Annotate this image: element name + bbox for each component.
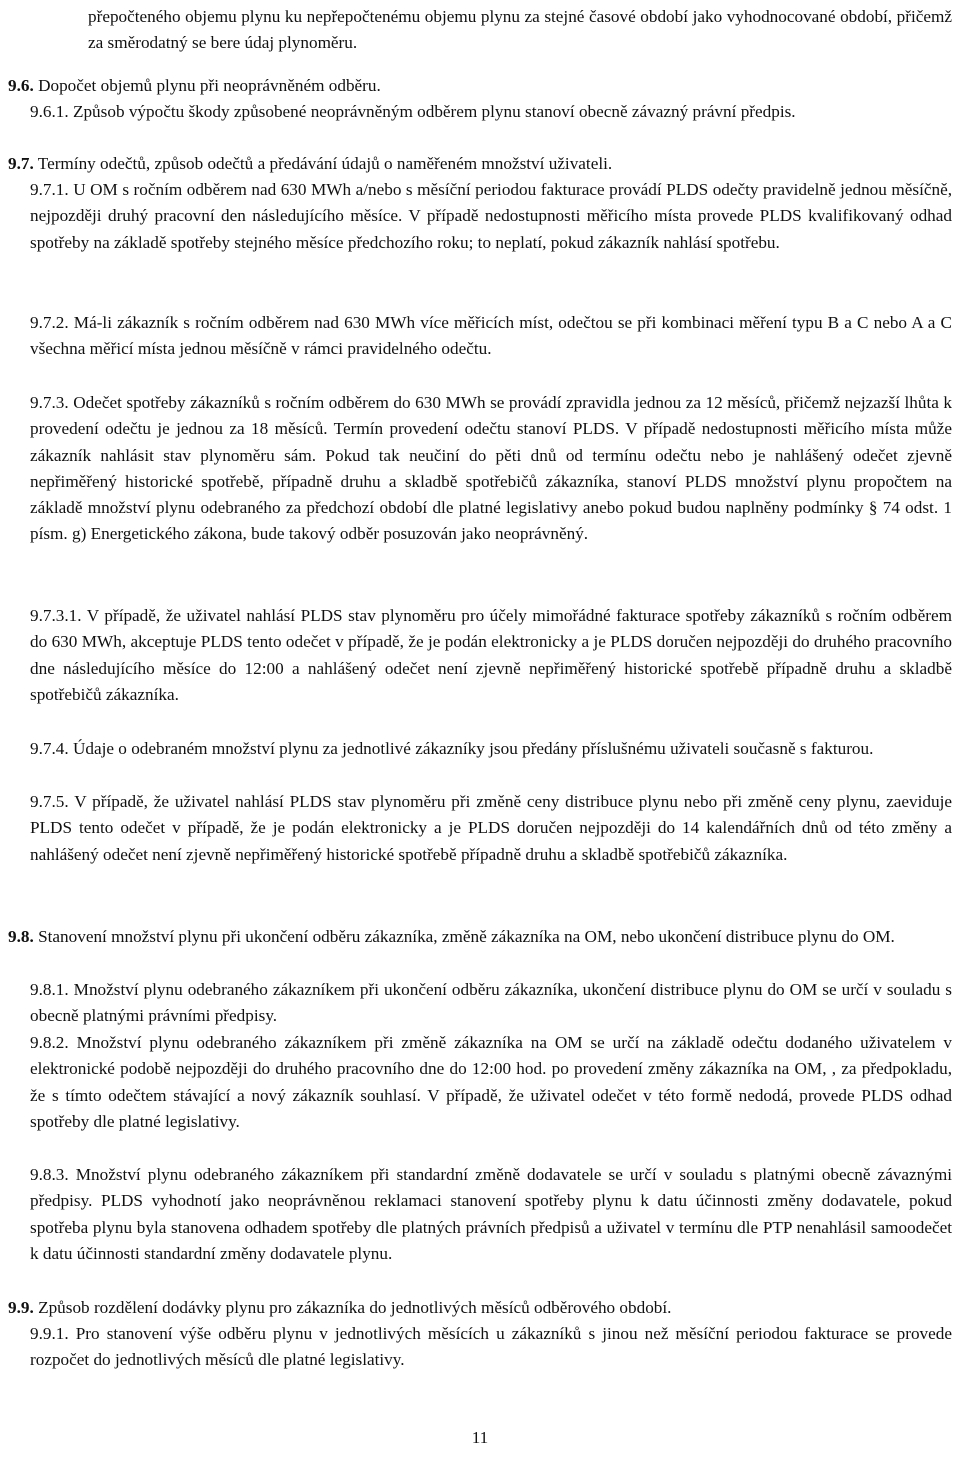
section-heading-9-8 bbox=[8, 924, 952, 950]
paragraph-number: 9.7.3. bbox=[30, 393, 69, 412]
section-number: 9.7. bbox=[8, 154, 34, 173]
paragraph-number: 9.7.1. bbox=[30, 180, 69, 199]
paragraph-number: 9.8.1. bbox=[30, 980, 69, 999]
paragraph-text: Odečet spotřeby zákazníků s ročním odběrem do 630 MWh se provádí zpravidla jednou za 12 měsíců, přičemž nejzazší lhůta k provedení odečtu je jednou za 18 měsíců. Termín provedení odečtu stanoví PLDS. V případě nedostupnosti měřicího místa může zákazník nahlásit stav plynoměru sám. Pokud tak neučiní do pěti dnů od termínu odečtu nebo je nahlášený odečet zjevně nepřiměřený historické spotřebě, případně druhu a skladbě spotřebičů zákazníka, stanoví PLDS množství plynu propočtem na základě množství plynu odebraného za předchozí období dle platné legislativy anebo pokud budou naplněny podmínky § 74 odst. 1 písm. g) Energetického zákona, bude takový odběr posuzován jako neoprávněný. bbox=[30, 393, 952, 544]
paragraph-number: 9.7.4. bbox=[30, 739, 69, 758]
section-heading-9-9 bbox=[8, 1295, 952, 1321]
paragraph-text: Množství plynu odebraného zákazníkem při standardní změně dodavatele se určí v souladu s platnými obecně závaznými předpisy. PLDS vyhodnotí jako neoprávněnou reklamaci stanovení spotřeby plynu k datu účinnosti změny dodavatele, pokud spotřeba plynu byla stanovena odhadem spotřeby dle platných právních předpisů a uživatel v termínu dle PTP nenahlásil samoodečet k datu účinnosti standardní změny dodavatele plynu. bbox=[30, 1165, 953, 1263]
paragraph-9-9-1 bbox=[30, 1321, 952, 1374]
paragraph-9-8-3 bbox=[30, 1162, 952, 1267]
paragraph-9-7-3 bbox=[30, 390, 952, 548]
paragraph-number: 9.7.5. bbox=[30, 792, 69, 811]
paragraph-9-7-5 bbox=[30, 789, 952, 868]
paragraph-number: 9.9.1. bbox=[30, 1324, 69, 1343]
paragraph-number: 9.7.3.1. bbox=[30, 606, 82, 625]
section-heading-9-6 bbox=[8, 73, 952, 99]
section-number: 9.8. bbox=[8, 927, 34, 946]
paragraph-9-6-1 bbox=[30, 99, 952, 125]
section-title: Dopočet objemů plynu při neoprávněném odběru. bbox=[38, 76, 381, 95]
paragraph-text: Množství plynu odebraného zákazníkem při ukončení odběru zákazníka, ukončení distribuce plynu do OM se určí v souladu s obecně platnými právními předpisy. bbox=[30, 980, 952, 1026]
paragraph-text: V případě, že uživatel nahlásí PLDS stav plynoměru pro účely mimořádné fakturace spotřeby zákazníků s ročním odběrem do 630 MWh, akceptuje PLDS tento odečet v případě, že je podán elektronicky a je PLDS doručen nejpozději do druhého pracovního dne následujícího měsíce do 12:00 a nahlášený odečet není zjevně nepřiměřený historické spotřebě případně druhu a skladbě spotřebičů zákazníka. bbox=[30, 606, 952, 704]
paragraph-text: V případě, že uživatel nahlásí PLDS stav plynoměru při změně ceny distribuce plynu nebo při změně ceny plynu, zaeviduje PLDS tento odečet v případě, že je podán elektronicky a je PLDS doručen nejpozději do 14 kalendářních dnů od této změny a nahlášený odečet není zjevně nepřiměřený historické spotřebě případně druhu a skladbě spotřebičů zákazníka. bbox=[30, 792, 952, 864]
section-number: 9.6. bbox=[8, 76, 34, 95]
page-number: 11 bbox=[471, 1428, 489, 1447]
section-title: Stanovení množství plynu při ukončení odběru zákazníka, změně zákazníka na OM, nebo ukončení distribuce plynu do OM. bbox=[38, 927, 895, 946]
paragraph-text: Má-li zákazník s ročním odběrem nad 630 MWh více měřicích míst, odečtou se při kombinaci měření typu B a C nebo A a C všechna měřicí místa jednou měsíčně v rámci pravidelného odečtu. bbox=[30, 313, 952, 359]
paragraph-number: 9.8.2. bbox=[30, 1033, 69, 1052]
paragraph-continuation bbox=[88, 4, 952, 57]
paragraph-text: U OM s ročním odběrem nad 630 MWh a/nebo s měsíční periodou fakturace provádí PLDS odečty pravidelně jednou měsíčně, nejpozději druhý pracovní den následujícího měsíce. V případě nedostupnosti měřicího místa provede PLDS kvalifikovaný odhad spotřeby na základě spotřeby stejného měsíce předchozího roku; to neplatí, pokud zákazník nahlásí spotřebu. bbox=[30, 180, 952, 252]
section-number: 9.9. bbox=[8, 1298, 34, 1317]
section-title: Termíny odečtů, způsob odečtů a předávání údajů o naměřeném množství uživateli. bbox=[37, 154, 613, 173]
paragraph-text: přepočteného objemu plynu ku nepřepočtenému objemu plynu za stejné časové období jako vyhodnocované období, přičemž za směrodatný se bere údaj plynoměru. bbox=[88, 7, 952, 53]
paragraph-number: 9.6.1. bbox=[30, 102, 69, 121]
paragraph-9-8-1 bbox=[30, 977, 952, 1030]
paragraph-9-7-2 bbox=[30, 310, 952, 363]
paragraph-text: Způsob výpočtu škody způsobené neoprávněným odběrem plynu stanoví obecně závazný právní předpis. bbox=[72, 102, 796, 121]
paragraph-9-7-4 bbox=[30, 736, 952, 762]
paragraph-number: 9.7.2. bbox=[30, 313, 69, 332]
section-heading-9-7 bbox=[8, 151, 952, 177]
paragraph-text: Množství plynu odebraného zákazníkem při změně zákazníka na OM se určí na základě odečtu dodaného uživatelem v elektronické podobě nejpozději do druhého pracovního dne do 12:00 hod. po provedení změny zákazníka na OM, , za předpokladu, že s tímto odečtem stávající a nový zákazník souhlasí. V případě, že uživatel odečet v této formě nedodá, provede PLDS odhad spotřeby dle platné legislativy. bbox=[30, 1033, 952, 1131]
paragraph-9-8-2 bbox=[30, 1030, 952, 1135]
paragraph-text: Údaje o odebraném množství plynu za jednotlivé zákazníky jsou předány příslušnému uživateli současně s fakturou. bbox=[72, 739, 874, 758]
paragraph-text: Pro stanovení výše odběru plynu v jednotlivých měsících u zákazníků s jinou než měsíční periodou fakturace se provede rozpočet do jednotlivých měsíců dle platné legislativy. bbox=[30, 1324, 953, 1370]
paragraph-9-7-3-1 bbox=[30, 603, 952, 708]
paragraph-number: 9.8.3. bbox=[30, 1165, 69, 1184]
section-title: Způsob rozdělení dodávky plynu pro zákazníka do jednotlivých měsíců odběrového období. bbox=[38, 1298, 672, 1317]
paragraph-9-7-1 bbox=[30, 177, 952, 256]
